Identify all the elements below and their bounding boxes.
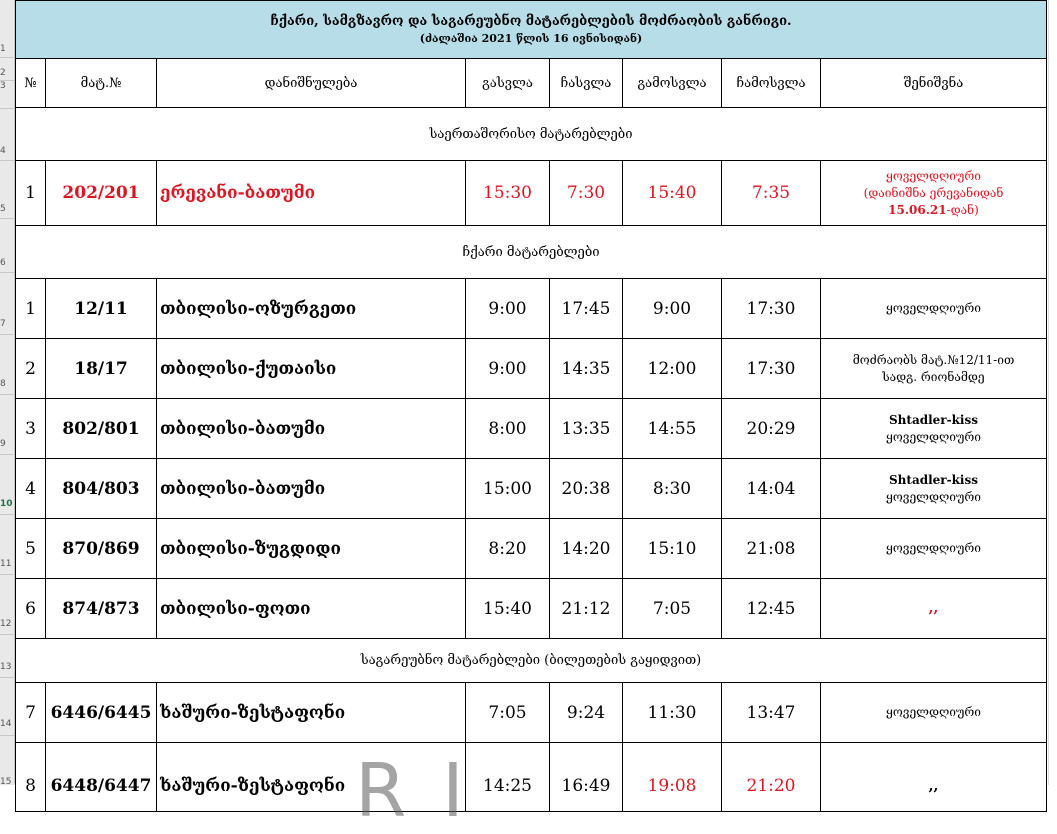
- row-no[interactable]: 2: [16, 339, 46, 399]
- route-name[interactable]: ხაშური-ზესტაფონი: [157, 683, 466, 743]
- row-number[interactable]: 4: [0, 146, 6, 156]
- title-row: [16, 1, 1047, 59]
- row-no[interactable]: 1: [16, 279, 46, 339]
- row-number[interactable]: 6: [0, 258, 6, 268]
- return-arrival-time[interactable]: 7:35: [722, 161, 821, 226]
- note-cell[interactable]: ,,: [821, 743, 1047, 812]
- note-cell[interactable]: [821, 459, 1047, 519]
- note-date: 15.06.21: [888, 202, 947, 217]
- route-name[interactable]: თბილისი-ბათუმი: [157, 459, 466, 519]
- return-departure-time[interactable]: 8:30: [623, 459, 722, 519]
- departure-time[interactable]: 15:30: [466, 161, 550, 226]
- route-name[interactable]: თბილისი-ბათუმი: [157, 399, 466, 459]
- return-departure-time[interactable]: 9:00: [623, 279, 722, 339]
- row-no[interactable]: 1: [16, 161, 46, 226]
- train-number[interactable]: 6446/6445: [46, 683, 157, 743]
- header-arrival[interactable]: ჩასვლა: [550, 59, 623, 108]
- train-number[interactable]: 18/17: [46, 339, 157, 399]
- row-number[interactable]: 3: [0, 81, 6, 91]
- departure-time[interactable]: 8:20: [466, 519, 550, 579]
- note-cell[interactable]: [821, 161, 1047, 226]
- departure-time[interactable]: 15:40: [466, 579, 550, 639]
- note-line: [821, 202, 1046, 219]
- section-row: [16, 639, 1047, 683]
- row-no[interactable]: 4: [16, 459, 46, 519]
- return-arrival-time[interactable]: 21:08: [722, 519, 821, 579]
- return-arrival-time[interactable]: 13:47: [722, 683, 821, 743]
- row-number[interactable]: 9: [0, 439, 6, 449]
- arrival-time[interactable]: 20:38: [550, 459, 623, 519]
- note-cell[interactable]: ყოველდღიური: [821, 683, 1047, 743]
- note-line: მოძრაობს მატ.№12/11-ით: [852, 352, 1015, 367]
- return-departure-time[interactable]: 12:00: [623, 339, 722, 399]
- departure-time[interactable]: 14:25: [466, 743, 550, 812]
- title-subtitle: (ძალაშია 2021 წლის 16 ივნისიდან): [419, 31, 643, 45]
- arrival-time[interactable]: 14:35: [550, 339, 623, 399]
- departure-time[interactable]: 15:00: [466, 459, 550, 519]
- header-return-arrival[interactable]: ჩამოსვლა: [722, 59, 821, 108]
- arrival-time[interactable]: 17:45: [550, 279, 623, 339]
- table-row: [16, 683, 1047, 743]
- row-number-active[interactable]: 10: [0, 499, 13, 509]
- header-no[interactable]: №: [16, 59, 46, 108]
- title-main: ჩქარი, სამგზავრო და საგარეუბნო მატარებლების მოძრაობის განრიგი.: [270, 13, 792, 29]
- schedule-table: [15, 0, 1047, 812]
- arrival-time[interactable]: 13:35: [550, 399, 623, 459]
- note-line: Shtadler-kiss: [889, 412, 978, 427]
- route-name[interactable]: თბილისი-ოზურგეთი: [157, 279, 466, 339]
- section-row: [16, 226, 1047, 279]
- row-no[interactable]: 5: [16, 519, 46, 579]
- route-name[interactable]: ხაშური-ზესტაფონი: [157, 743, 466, 812]
- departure-time[interactable]: 9:00: [466, 279, 550, 339]
- note-line: Shtadler-kiss: [889, 472, 978, 487]
- return-departure-time[interactable]: 14:55: [623, 399, 722, 459]
- return-arrival-time[interactable]: 20:29: [722, 399, 821, 459]
- return-departure-time[interactable]: 11:30: [623, 683, 722, 743]
- table-row: [16, 399, 1047, 459]
- column-gridline: [1048, 0, 1049, 785]
- header-note[interactable]: შენიშვნა: [821, 59, 1047, 108]
- note-line: ყოველდღიური: [886, 429, 981, 444]
- arrival-time[interactable]: 16:49: [550, 743, 623, 812]
- header-return-departure[interactable]: გამოსვლა: [623, 59, 722, 108]
- departure-time[interactable]: 9:00: [466, 339, 550, 399]
- train-number[interactable]: 874/873: [46, 579, 157, 639]
- header-row: [16, 59, 1047, 108]
- return-departure-time[interactable]: 15:40: [623, 161, 722, 226]
- row-number[interactable]: 11: [0, 559, 12, 569]
- note-cell[interactable]: ყოველდღიური: [821, 279, 1047, 339]
- header-destination[interactable]: დანიშნულება: [157, 59, 466, 108]
- title-cell[interactable]: [16, 1, 1047, 59]
- header-departure[interactable]: გასვლა: [466, 59, 550, 108]
- train-number[interactable]: 804/803: [46, 459, 157, 519]
- route-name[interactable]: ერევანი-ბათუმი: [157, 161, 466, 226]
- row-number[interactable]: 8: [0, 379, 6, 389]
- arrival-time[interactable]: 7:30: [550, 161, 623, 226]
- train-number[interactable]: 802/801: [46, 399, 157, 459]
- row-number-gutter: [0, 0, 15, 785]
- return-arrival-time[interactable]: 12:45: [722, 579, 821, 639]
- note-line: სადგ. რიონამდე: [882, 369, 985, 384]
- note-line: (დაინიშნა ერევანიდან: [863, 185, 1004, 200]
- row-no[interactable]: 3: [16, 399, 46, 459]
- return-arrival-time[interactable]: 17:30: [722, 279, 821, 339]
- table-row: [16, 459, 1047, 519]
- return-departure-time[interactable]: 19:08: [623, 743, 722, 812]
- note-cell[interactable]: ,,: [821, 579, 1047, 639]
- table-row: [16, 579, 1047, 639]
- return-arrival-time[interactable]: 14:04: [722, 459, 821, 519]
- row-number[interactable]: 1: [0, 44, 6, 54]
- table-row: [16, 161, 1047, 226]
- arrival-time[interactable]: 14:20: [550, 519, 623, 579]
- row-no[interactable]: 8: [16, 743, 46, 812]
- train-number[interactable]: 202/201: [46, 161, 157, 226]
- watermark-text: R I: [355, 748, 470, 834]
- row-no[interactable]: 6: [16, 579, 46, 639]
- return-departure-time[interactable]: 15:10: [623, 519, 722, 579]
- return-arrival-time[interactable]: 21:20: [722, 743, 821, 812]
- note-cell[interactable]: ყოველდღიური: [821, 519, 1047, 579]
- row-number[interactable]: 14: [0, 719, 12, 729]
- section-row: [16, 108, 1047, 161]
- train-number[interactable]: 12/11: [46, 279, 157, 339]
- table-row: [16, 743, 1047, 812]
- route-name[interactable]: თბილისი-ზუგდიდი: [157, 519, 466, 579]
- departure-time[interactable]: 8:00: [466, 399, 550, 459]
- train-number[interactable]: 6448/6447: [46, 743, 157, 812]
- table-row: [16, 339, 1047, 399]
- row-number[interactable]: 15: [0, 777, 12, 785]
- table-row: [16, 279, 1047, 339]
- row-number[interactable]: 2: [0, 68, 6, 78]
- return-departure-time[interactable]: 7:05: [623, 579, 722, 639]
- section-express[interactable]: ჩქარი მატარებლები: [16, 226, 1047, 279]
- section-international[interactable]: საერთაშორისო მატარებლები: [16, 108, 1047, 161]
- header-train[interactable]: მატ.№: [46, 59, 157, 108]
- row-no[interactable]: 7: [16, 683, 46, 743]
- note-cell[interactable]: [821, 399, 1047, 459]
- row-number[interactable]: 7: [0, 319, 6, 329]
- row-number[interactable]: 13: [0, 662, 12, 672]
- table-row: [16, 519, 1047, 579]
- route-name[interactable]: თბილისი-ქუთაისი: [157, 339, 466, 399]
- row-number[interactable]: 12: [0, 619, 12, 629]
- departure-time[interactable]: 7:05: [466, 683, 550, 743]
- return-arrival-time[interactable]: 17:30: [722, 339, 821, 399]
- row-number[interactable]: 5: [0, 204, 6, 214]
- route-name[interactable]: თბილისი-ფოთი: [157, 579, 466, 639]
- note-line: ყოველდღიური: [886, 168, 981, 183]
- arrival-time[interactable]: 9:24: [550, 683, 623, 743]
- section-suburban[interactable]: საგარეუბნო მატარებლები (ბილეთების გაყიდვით): [16, 639, 1047, 683]
- train-number[interactable]: 870/869: [46, 519, 157, 579]
- note-line: ყოველდღიური: [886, 489, 981, 504]
- note-suffix: -დან): [946, 202, 979, 217]
- note-cell[interactable]: [821, 339, 1047, 399]
- arrival-time[interactable]: 21:12: [550, 579, 623, 639]
